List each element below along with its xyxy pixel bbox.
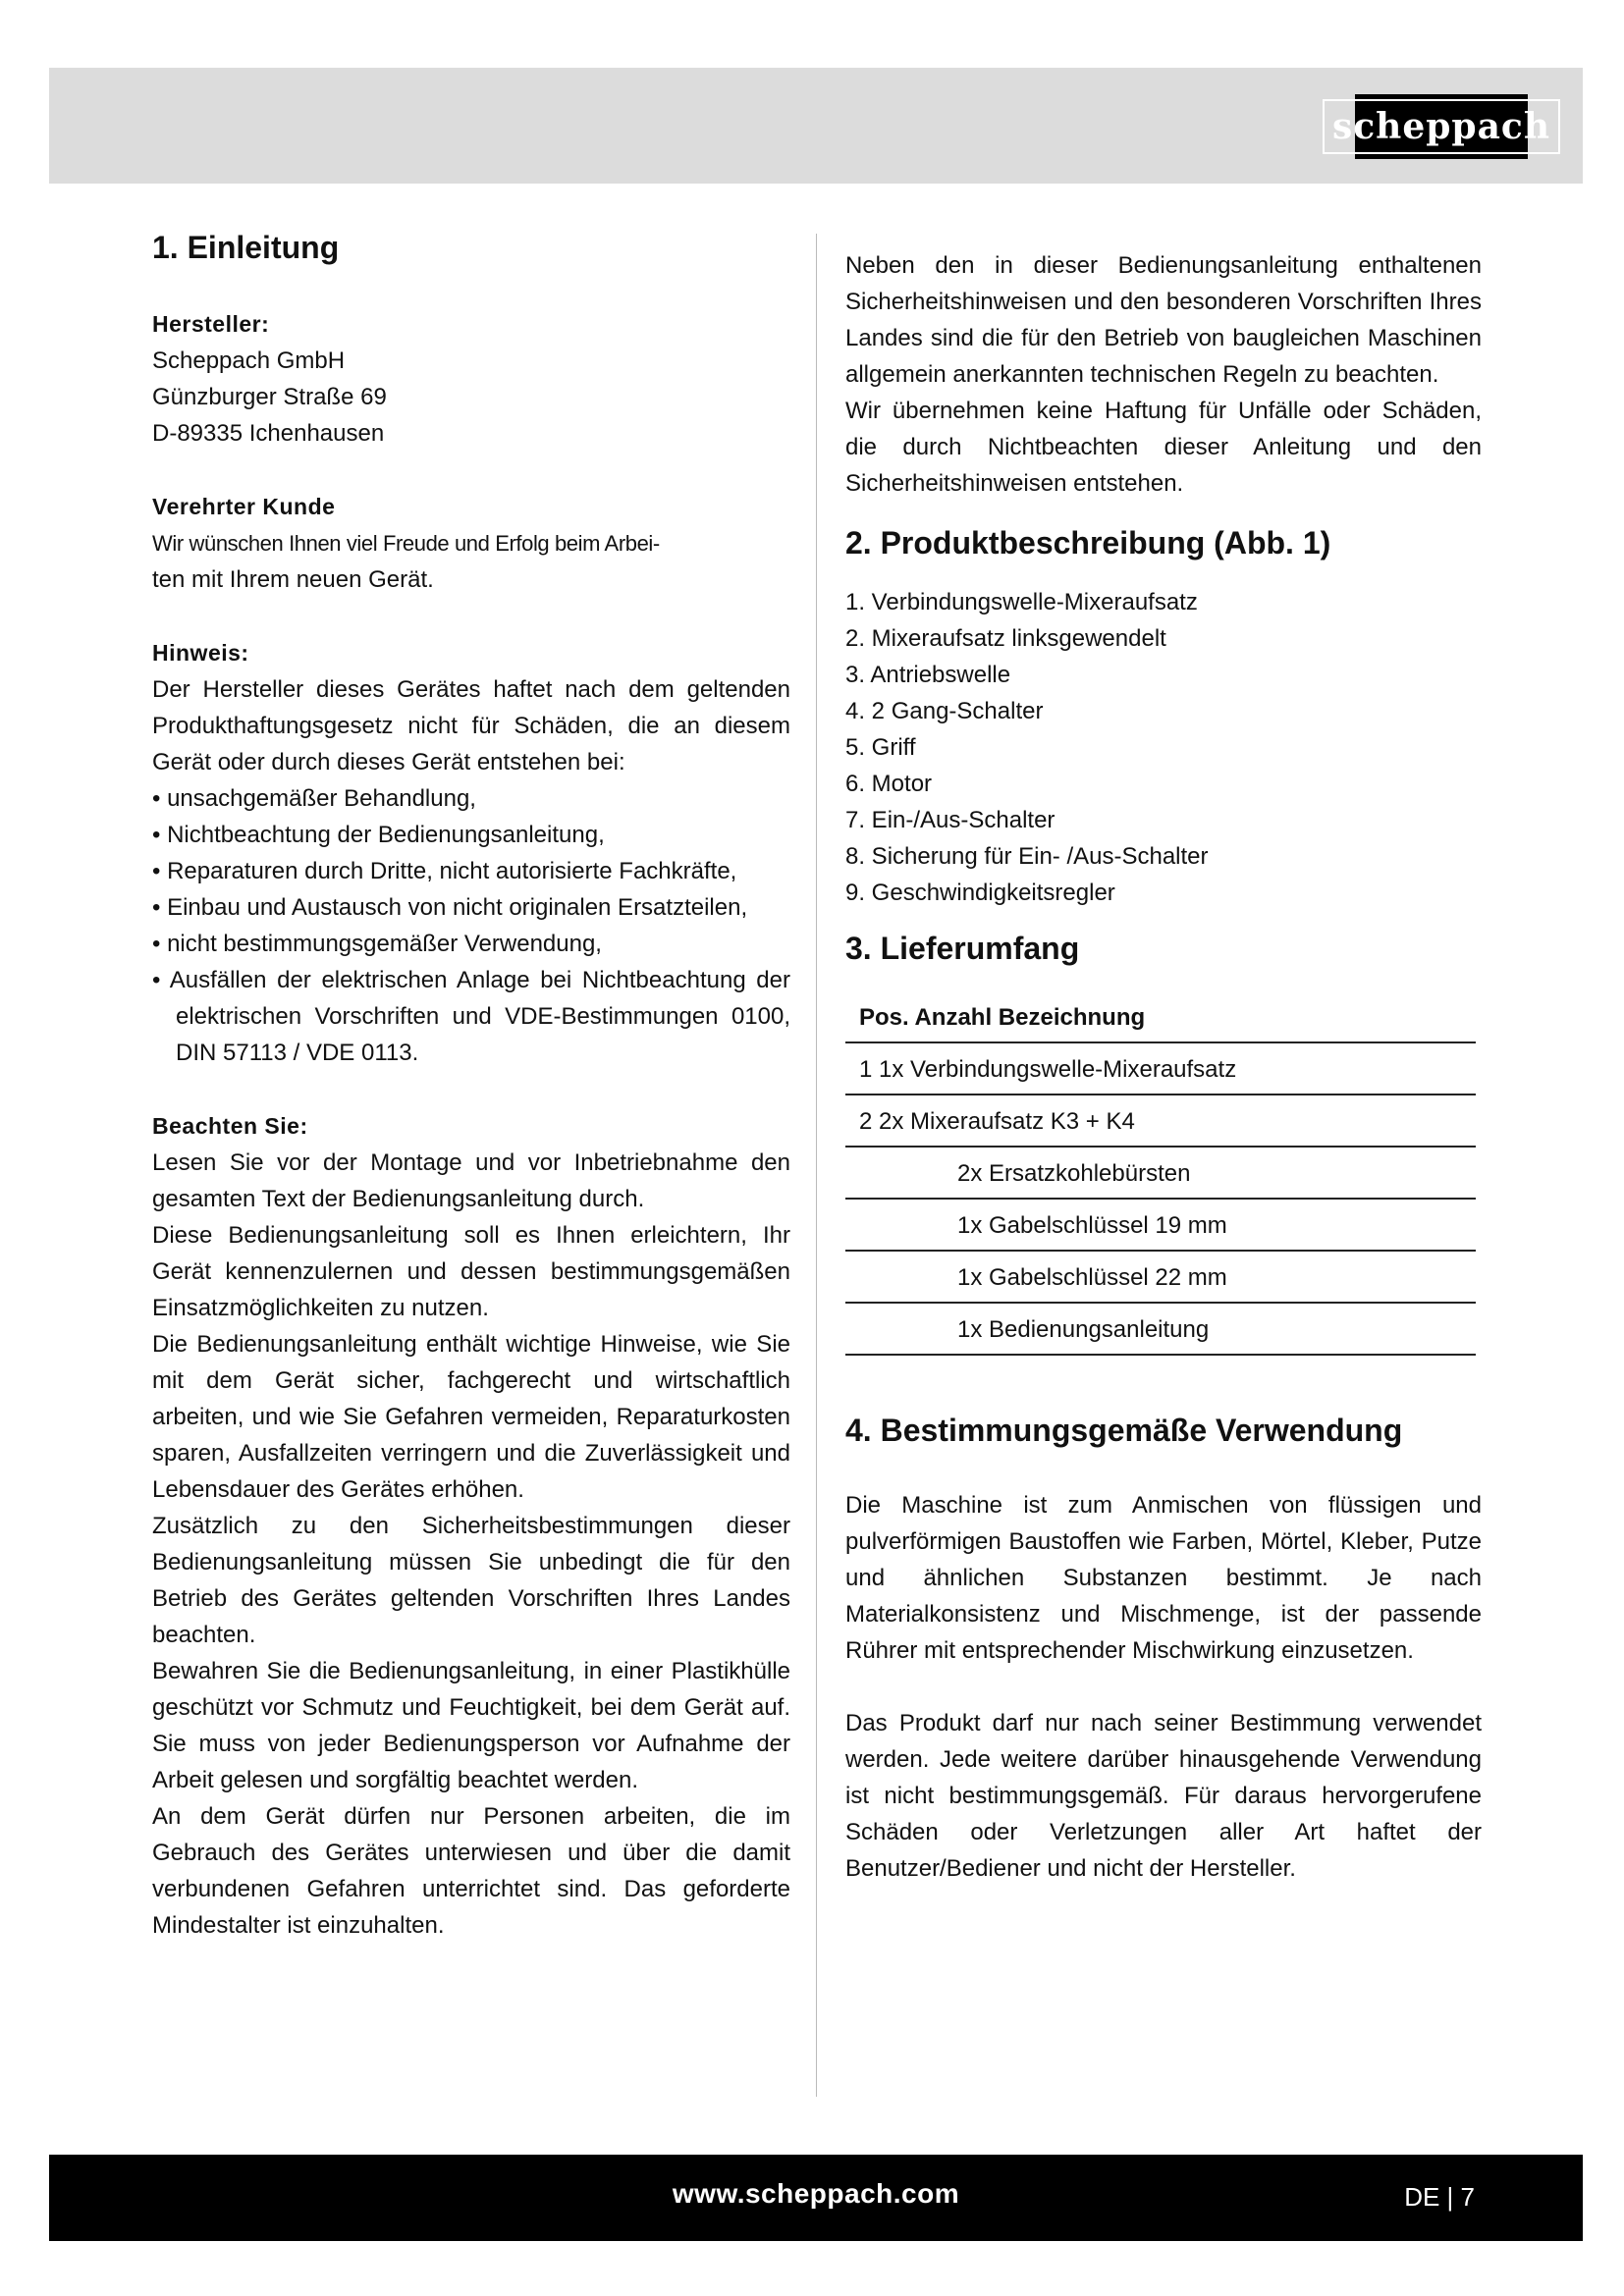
logo-text: scheppach bbox=[1323, 99, 1560, 154]
customer-label: Verehrter Kunde bbox=[152, 494, 336, 519]
list-item: • Nichtbeachtung der Bedienungsanleitung, bbox=[152, 822, 605, 848]
list-item: 1. Verbindungswelle-Mixeraufsatz bbox=[845, 589, 1198, 615]
table-cell: 1x Gabelschlüssel 22 mm bbox=[845, 1251, 1476, 1303]
section-3-title: 3. Lieferumfang bbox=[845, 931, 1080, 966]
list-item: 2. Mixeraufsatz linksgewendelt bbox=[845, 625, 1166, 652]
delivery-scope-table bbox=[845, 988, 1476, 1356]
right-column bbox=[845, 247, 1482, 1887]
list-item: • unsachgemäßer Behandlung, bbox=[152, 785, 476, 812]
list-item: 3. Antriebswelle bbox=[845, 662, 1011, 688]
website-link[interactable]: www.scheppach.com bbox=[672, 2178, 960, 2209]
usage-paragraph: Das Produkt darf nur nach seiner Bestimmung verwendet werden. Jede weitere darüber hinausgehende Verwendung ist nicht bestimmungsgemäß. Für daraus hervorgerufene Schäden oder Verletzungen aller Art haftet der Benutzer/Bediener und nicht der Hersteller. bbox=[845, 1710, 1482, 1882]
intro-paragraph: Neben den in dieser Bedienungsanleitung enthaltenen Sicherheitshinweisen und den besonderen Vorschriften Ihres Landes sind die für den Betrieb von baugleichen Maschinen allgemein anerkannten technischen Regeln zu beachten. bbox=[845, 252, 1482, 388]
list-item: 8. Sicherung für Ein- /Aus-Schalter bbox=[845, 843, 1209, 870]
list-item: 6. Motor bbox=[845, 771, 933, 797]
list-item: • Einbau und Austausch von nicht originalen Ersatzteilen, bbox=[152, 894, 748, 921]
table-row bbox=[845, 1095, 1476, 1147]
table-cell: 1x Gabelschlüssel 19 mm bbox=[845, 1199, 1476, 1251]
manufacturer-label: Hersteller: bbox=[152, 311, 270, 337]
list-item: 5. Griff bbox=[845, 734, 916, 761]
note-label: Hinweis: bbox=[152, 640, 249, 666]
observe-paragraph: Die Bedienungsanleitung enthält wichtige Hinweise, wie Sie mit dem Gerät sicher, fachgerecht und wirtschaftlich arbeiten, und wie Sie Gefahren vermeiden, Reparaturkosten sparen, Ausfallzeiten verringern und die Zuverlässigkeit und Lebensdauer des Gerätes erhöhen. bbox=[152, 1331, 790, 1503]
table-row bbox=[845, 1303, 1476, 1355]
intro-paragraph: Wir übernehmen keine Haftung für Unfälle oder Schäden, die durch Nichtbeachten dieser Anleitung und den Sicherheitshinweisen entstehen. bbox=[845, 398, 1482, 497]
left-column bbox=[152, 228, 790, 1944]
table-row bbox=[845, 1251, 1476, 1303]
list-item: 7. Ein-/Aus-Schalter bbox=[845, 807, 1056, 833]
manufacturer-line: Günzburger Straße 69 bbox=[152, 384, 387, 410]
observe-paragraph: Zusätzlich zu den Sicherheitsbestimmungen dieser Bedienungsanleitung müssen Sie unbedingt die für den Betrieb des Gerätes geltenden Vorschriften Ihres Landes beachten. bbox=[152, 1513, 790, 1648]
customer-line: ten mit Ihrem neuen Gerät. bbox=[152, 566, 434, 593]
observe-paragraph: Diese Bedienungsanleitung soll es Ihnen erleichtern, Ihr Gerät kennenzulernen und dessen bestimmungsgemäßen Einsatzmöglichkeiten zu nutzen. bbox=[152, 1222, 790, 1321]
table-row bbox=[845, 1042, 1476, 1095]
note-bullet-list bbox=[152, 780, 790, 1071]
table-row bbox=[845, 1199, 1476, 1251]
page-number: DE | 7 bbox=[1404, 2182, 1475, 2212]
observe-paragraph: Bewahren Sie die Bedienungsanleitung, in einer Plastikhülle geschützt vor Schmutz und Feuchtigkeit, bei dem Gerät auf. Sie muss von jeder Bedienungsperson vor Aufnahme der Arbeit gelesen und sorgfältig beachtet werden. bbox=[152, 1658, 790, 1793]
observe-paragraph: An dem Gerät dürfen nur Personen arbeiten, die im Gebrauch des Gerätes unterwiesen und über die damit verbundenen Gefahren unterrichtet sind. Das geforderte Mindestalter ist einzuhalten. bbox=[152, 1803, 790, 1939]
scheppach-logo bbox=[1331, 94, 1551, 159]
column-divider bbox=[816, 234, 817, 2097]
header-band bbox=[49, 68, 1583, 184]
usage-paragraph: Die Maschine ist zum Anmischen von flüssigen und pulverförmigen Baustoffen wie Farben, Mörtel, Kleber, Putze und ähnlichen Substanzen bestimmt. Je nach Materialkonsistenz und Mischmenge, ist der passende Rührer mit entsprechender Mischwirkung einzusetzen. bbox=[845, 1492, 1482, 1664]
list-item: 4. 2 Gang-Schalter bbox=[845, 698, 1044, 724]
list-item: • Ausfällen der elektrischen Anlage bei Nichtbeachtung der elektrischen Vorschriften und VDE-Bestimmungen 0100, DIN 57113 / VDE 0113. bbox=[152, 967, 790, 1066]
section-1-title: 1. Einleitung bbox=[152, 230, 340, 265]
product-parts-list bbox=[845, 584, 1482, 911]
section-4-title: 4. Bestimmungsgemäße Verwendung bbox=[845, 1413, 1403, 1448]
table-header: Pos. Anzahl Bezeichnung bbox=[845, 988, 1476, 1042]
table-cell: 1x Bedienungsanleitung bbox=[845, 1303, 1476, 1355]
section-2-title: 2. Produktbeschreibung (Abb. 1) bbox=[845, 525, 1331, 561]
observe-label: Beachten Sie: bbox=[152, 1113, 308, 1139]
manufacturer-line: D-89335 Ichenhausen bbox=[152, 420, 385, 447]
footer-band bbox=[49, 2155, 1583, 2241]
observe-paragraph: Lesen Sie vor der Montage und vor Inbetriebnahme den gesamten Text der Bedienungsanleitung durch. bbox=[152, 1149, 790, 1212]
list-item: • nicht bestimmungsgemäßer Verwendung, bbox=[152, 931, 602, 957]
manufacturer-line: Scheppach GmbH bbox=[152, 347, 346, 374]
table-cell: 2x Ersatzkohlebürsten bbox=[845, 1147, 1476, 1199]
list-item: • Reparaturen durch Dritte, nicht autorisierte Fachkräfte, bbox=[152, 858, 737, 884]
table-cell: 2 2x Mixeraufsatz K3 + K4 bbox=[845, 1095, 1476, 1147]
table-header-row bbox=[845, 988, 1476, 1042]
note-text: Der Hersteller dieses Gerätes haftet nach dem geltenden Produkthaftungsgesetz nicht für Schäden, die an diesem Gerät oder durch dieses Gerät entstehen bei: bbox=[152, 676, 790, 775]
list-item: 9. Geschwindigkeitsregler bbox=[845, 880, 1115, 906]
table-row bbox=[845, 1147, 1476, 1199]
customer-line: Wir wünschen Ihnen viel Freude und Erfolg beim Arbei- bbox=[152, 531, 660, 556]
table-cell: 1 1x Verbindungswelle-Mixeraufsatz bbox=[845, 1042, 1476, 1095]
